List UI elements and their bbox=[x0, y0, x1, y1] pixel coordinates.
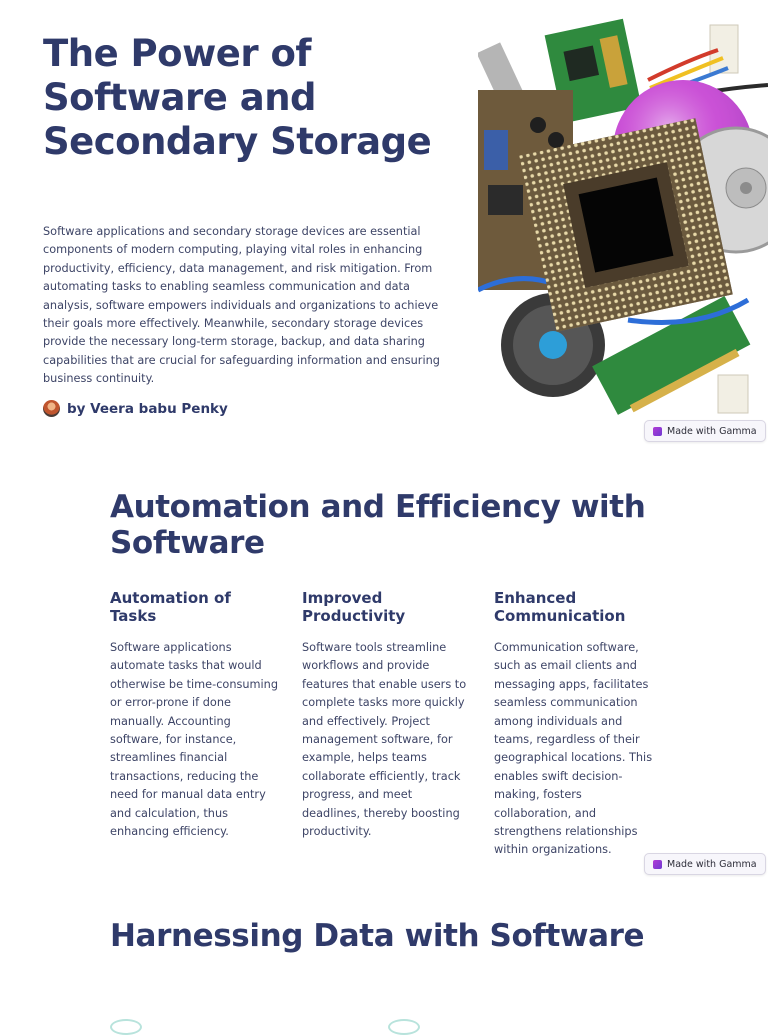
badge-label: Made with Gamma bbox=[667, 858, 757, 870]
page-title: The Power of Software and Secondary Storage bbox=[43, 32, 432, 163]
gamma-logo-icon bbox=[653, 427, 662, 436]
icon-circle-partial bbox=[110, 1019, 142, 1035]
made-with-gamma-badge[interactable] bbox=[644, 420, 766, 442]
column-heading: Improved Productivity bbox=[302, 589, 406, 625]
computer-hardware-illustration bbox=[478, 0, 768, 452]
column-body: Software applications automate tasks that would otherwise be time-consuming or error-prone if done manually. Accounting software, for instance, streamlines financial transactions, reducing the need for manual data entry and calculation, thus enhancing efficiency. bbox=[110, 641, 279, 839]
column-body: Software tools streamline workflows and provide features that enable users to complete tasks more quickly and effectively. Project management software, for example, helps teams collaborate efficiently, track progress, and meet deadlines, thereby boosting productivity. bbox=[302, 641, 467, 839]
column-automation-of-tasks bbox=[110, 589, 278, 841]
hero-description: Software applications and secondary storage devices are essential components of modern computing, playing vital roles in enhancing productivity, efficiency, data management, and risk mitigation. From automating tasks to enabling seamless communication and data analysis, software empowers individuals and organizations to achieve their goals more effectively. Meanwhile, secondary storage devices provide the necessary long-term storage, backup, and data sharing capabilities that are crucial for safeguarding information and ensuring business continuity. bbox=[43, 225, 440, 386]
column-heading: Automation of Tasks bbox=[110, 589, 231, 625]
gamma-logo-icon bbox=[653, 860, 662, 869]
author-name: by Veera babu Penky bbox=[67, 400, 228, 417]
badge-label: Made with Gamma bbox=[667, 425, 757, 437]
avatar bbox=[43, 400, 60, 417]
column-enhanced-communication bbox=[494, 589, 662, 860]
made-with-gamma-badge[interactable] bbox=[644, 853, 766, 875]
column-improved-productivity bbox=[302, 589, 470, 841]
section-title-automation: Automation and Efficiency with Software bbox=[110, 489, 646, 561]
hero-hardware-image bbox=[478, 0, 768, 452]
column-body: Communication software, such as email clients and messaging apps, facilitates seamless communication among individuals and teams, regardless of their geographical locations. This enables swift decision-making, fosters collaboration, and strengthens relationships within organizations. bbox=[494, 641, 653, 857]
author-byline bbox=[43, 400, 228, 417]
column-heading: Enhanced Communication bbox=[494, 589, 626, 625]
section-title-harnessing-data: Harnessing Data with Software bbox=[110, 918, 645, 954]
icon-circle-partial bbox=[388, 1019, 420, 1035]
hero-section bbox=[0, 0, 768, 455]
